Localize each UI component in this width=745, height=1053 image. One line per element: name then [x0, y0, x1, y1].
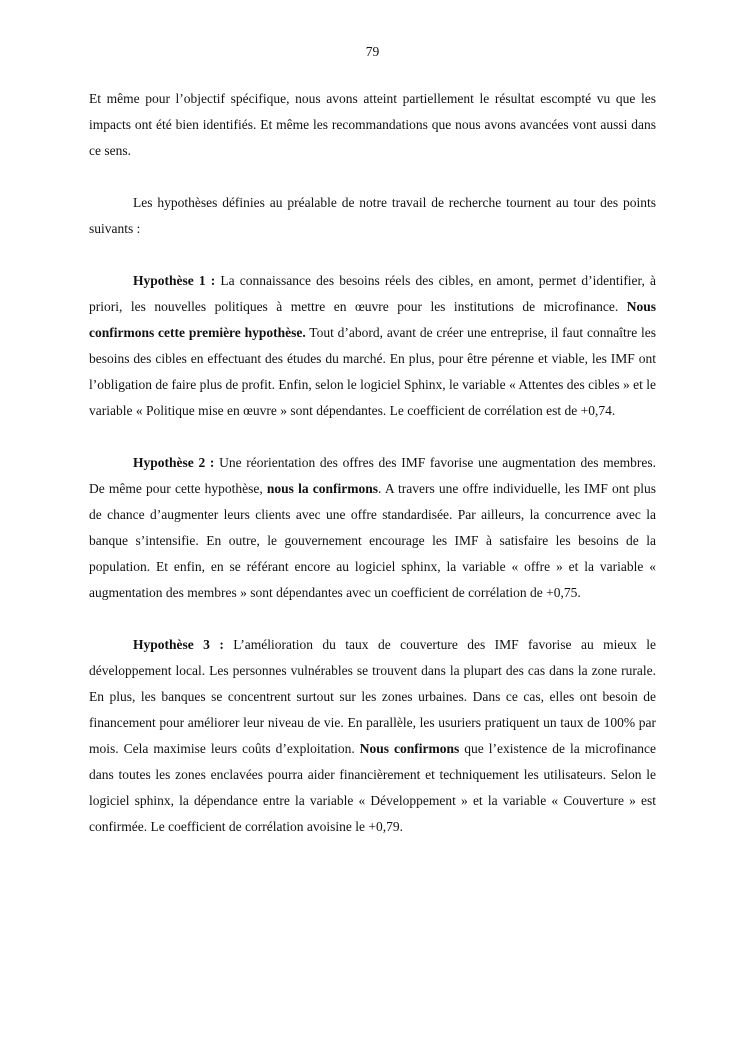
hypothesis-3-label: Hypothèse 3 :	[133, 637, 224, 652]
paragraph-objective: Et même pour l’objectif spécifique, nous avons atteint partiellement le résultat escompté vu que les impacts ont été bien identifiés. Et même les recommandations que nous avons avancées vont aussi dans ce sens.	[89, 91, 656, 158]
hypothesis-1-label: Hypothèse 1 :	[133, 273, 216, 288]
hypothesis-1-bold: Nous confirmons cette première hypothèse.	[89, 299, 656, 340]
hypothesis-2-text-a: Une réorientation des offres des IMF favorise une augmentation des membres. De même pour cette hypothèse,	[89, 455, 656, 496]
paragraph-gap	[89, 242, 656, 268]
hypothesis-2-bold: nous la confirmons	[266, 481, 379, 496]
paragraph-hypothesis-3	[89, 632, 656, 840]
paragraph-hypothesis-2	[89, 450, 656, 606]
paragraph-hypotheses-intro: Les hypothèses définies au préalable de notre travail de recherche tournent au tour des points suivants :	[89, 195, 656, 236]
page-number: 79	[365, 44, 380, 59]
hypothesis-2-label: Hypothèse 2 :	[133, 455, 215, 470]
hypothesis-1-text-a: La connaissance des besoins réels des cibles, en amont, permet d’identifier, à priori, les nouvelles politiques à mettre en œuvre pour les institutions de microfinance.	[89, 273, 657, 314]
document-body	[89, 86, 656, 840]
hypothesis-2-text-b: . A travers une offre individuelle, les IMF ont plus de chance d’augmenter leurs clients avec une offre standardisée. Par ailleurs, la concurrence avec la banque s’intensifie. En outre, le gouvernement encourage les IMF à satisfaire les besoins de la population. Et enfin, en se référant encore au logiciel sphinx, la variable « offre » et la variable « augmentation des membres » sont dépendantes avec un coefficient de corrélation de +0,75.	[89, 481, 656, 600]
paragraph-hypothesis-1	[89, 268, 656, 424]
hypothesis-1-text-b: Tout d’abord, avant de créer une entreprise, il faut connaître les besoins des cibles en effectuant des études du marché. En plus, pour être pérenne et viable, les IMF ont l’obligation de faire plus de profit. Enfin, selon le logiciel Sphinx, le variable « Attentes des cibles » et le variable « Politique mise en œuvre » sont dépendantes. Le coefficient de corrélation est de +0,74.	[89, 325, 656, 418]
hypothesis-3-bold: Nous confirmons	[359, 741, 460, 756]
paragraph-gap	[89, 424, 656, 450]
hypothesis-3-text-b: que l’existence de la microfinance dans toutes les zones enclavées pourra aider financièrement et techniquement les utilisateurs. Selon le logiciel sphinx, la dépendance entre la variable « Développement » et la variable « Couverture » est confirmée. Le coefficient de corrélation avoisine le +0,79.	[89, 741, 656, 834]
hypothesis-3-text-a: L’amélioration du taux de couverture des IMF favorise au mieux le développement local. Les personnes vulnérables se trouvent dans la plupart des cas dans la zone rurale. En plus, les banques se concentrent surtout sur les zones urbaines. Dans ce cas, elles ont besoin de financement pour améliorer leur niveau de vie. En parallèle, les usuriers pratiquent un taux de 100% par mois. Cela maximise leurs coûts d’exploitation.	[89, 637, 657, 756]
paragraph-gap	[89, 606, 656, 632]
paragraph-gap	[89, 164, 656, 190]
